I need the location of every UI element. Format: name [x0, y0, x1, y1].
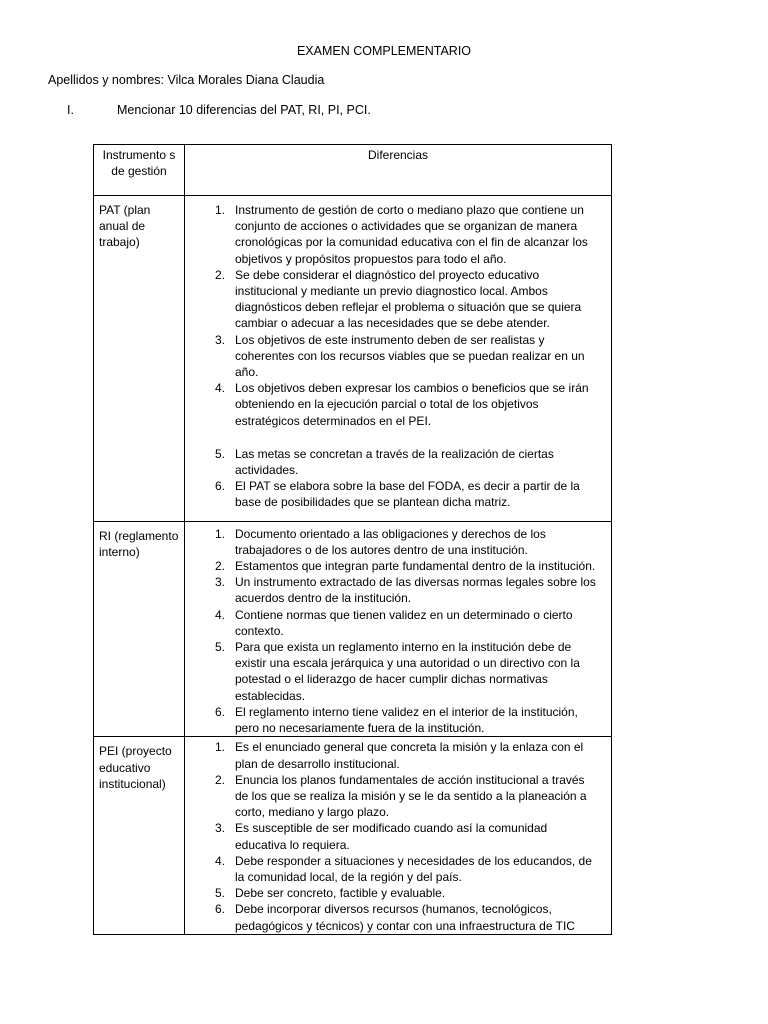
list-item: 6. El PAT se elabora sobre la base del FODA, es decir a partir de la base de posibilidades que se plantean dicha matriz. — [214, 479, 580, 510]
list-item: 4. Los objetivos deben expresar los cambios o beneficios que se irán obteniendo en la ejecución parcial o total de los objetivos estratégicos determinados en el PEI. — [214, 381, 589, 428]
question-text: Mencionar 10 diferencias del PAT, RI, PI, PCI. — [117, 103, 371, 117]
instrument-cell: PEI (proyecto educativo institucional) — [94, 737, 185, 934]
instrument-cell: PAT (plan anual de trabajo) — [94, 196, 185, 522]
table-header-row — [94, 145, 612, 196]
list-item: 2. Se debe considerar el diagnóstico del proyecto educativo institucional y mediante un previo diagnostico local. Ambos diagnósticos deben reflejar el problema o situación que se quiera cambiar o adecuar a las necesidades que se debe atender. — [214, 267, 582, 331]
list-item: 4. Contiene normas que tienen validez en un determinado o cierto contexto. — [214, 607, 573, 638]
list-item: 1. Instrumento de gestión de corto o mediano plazo que contiene un conjunto de acciones o actividades que se organizan de manera cronológicas por la comunidad educativa con el fin de alcanzar los objetivos y propósitos propuestos para todo el año. — [214, 203, 588, 266]
differences-list — [185, 737, 611, 933]
list-item: 1. Es el enunciado general que concreta la misión y la enlaza con el plan de desarrollo institucional. — [214, 740, 584, 771]
list-item: 5. Las metas se concretan a través de la realización de ciertas actividades. — [214, 446, 554, 478]
differences-cell — [185, 737, 612, 934]
table-row-pat — [94, 196, 612, 522]
differences-table — [93, 144, 612, 935]
question-number: I. — [67, 103, 74, 117]
list-item: 3. Un instrumento extractado de las diversas normas legales sobre los acuerdos dentro de la institución. — [214, 575, 596, 606]
list-item: 5. Para que exista un reglamento interno en la institución debe de existir una escala jerárquica y una autoridad o un directivo con la potestad o el liderazgo de hacer cumplir dichas normativas establecidas. — [214, 640, 580, 703]
list-item: 1. Documento orientado a las obligaciones y derechos de los trabajadores o de los autores dentro de una institución. — [214, 526, 546, 557]
list-item: 3. Es susceptible de ser modificado cuando así la comunidad educativa lo requiera. — [214, 821, 548, 852]
differences-list — [185, 522, 611, 737]
list-item: 6. El reglamento interno tiene validez en el interior de la institución, pero no necesariamente fuera de la institución. — [214, 704, 578, 736]
list-item: 3. Los objetivos de este instrumento deben de ser realistas y coherentes con los recursos viables que se puedan realizar en un año. — [214, 332, 585, 380]
list-item: 2. Estamentos que integran parte fundamental dentro de la institución. — [214, 559, 596, 574]
instrument-cell: RI (reglamento interno) — [94, 521, 185, 737]
differences-cell — [185, 521, 612, 737]
differences-list — [185, 196, 611, 521]
document-title: EXAMEN COMPLEMENTARIO — [296, 44, 472, 58]
header-instrument: Instrumento s de gestión — [94, 145, 185, 196]
differences-cell — [185, 196, 612, 522]
list-item: 4. Debe responder a situaciones y necesidades de los educandos, de la comunidad local, de la región y del país. — [214, 853, 592, 884]
list-item: 2. Enuncia los planos fundamentales de acción institucional a través de los que se realiza la misión y se le da sentido a la planeación a corto, mediano y largo plazo. — [214, 772, 587, 820]
list-item: 5. Debe ser concreto, factible y evaluable. — [214, 886, 446, 901]
table-row-pei — [94, 737, 612, 934]
author-line: Apellidos y nombres: Vilca Morales Diana Claudia — [48, 73, 325, 87]
list-item: 6. Debe incorporar diversos recursos (humanos, tecnológicos, pedagógicos y técnicos) y contar con una infraestructura de TIC — [214, 902, 575, 933]
question — [67, 102, 371, 118]
header-differences: Diferencias — [185, 145, 612, 196]
table-row-ri — [94, 521, 612, 737]
